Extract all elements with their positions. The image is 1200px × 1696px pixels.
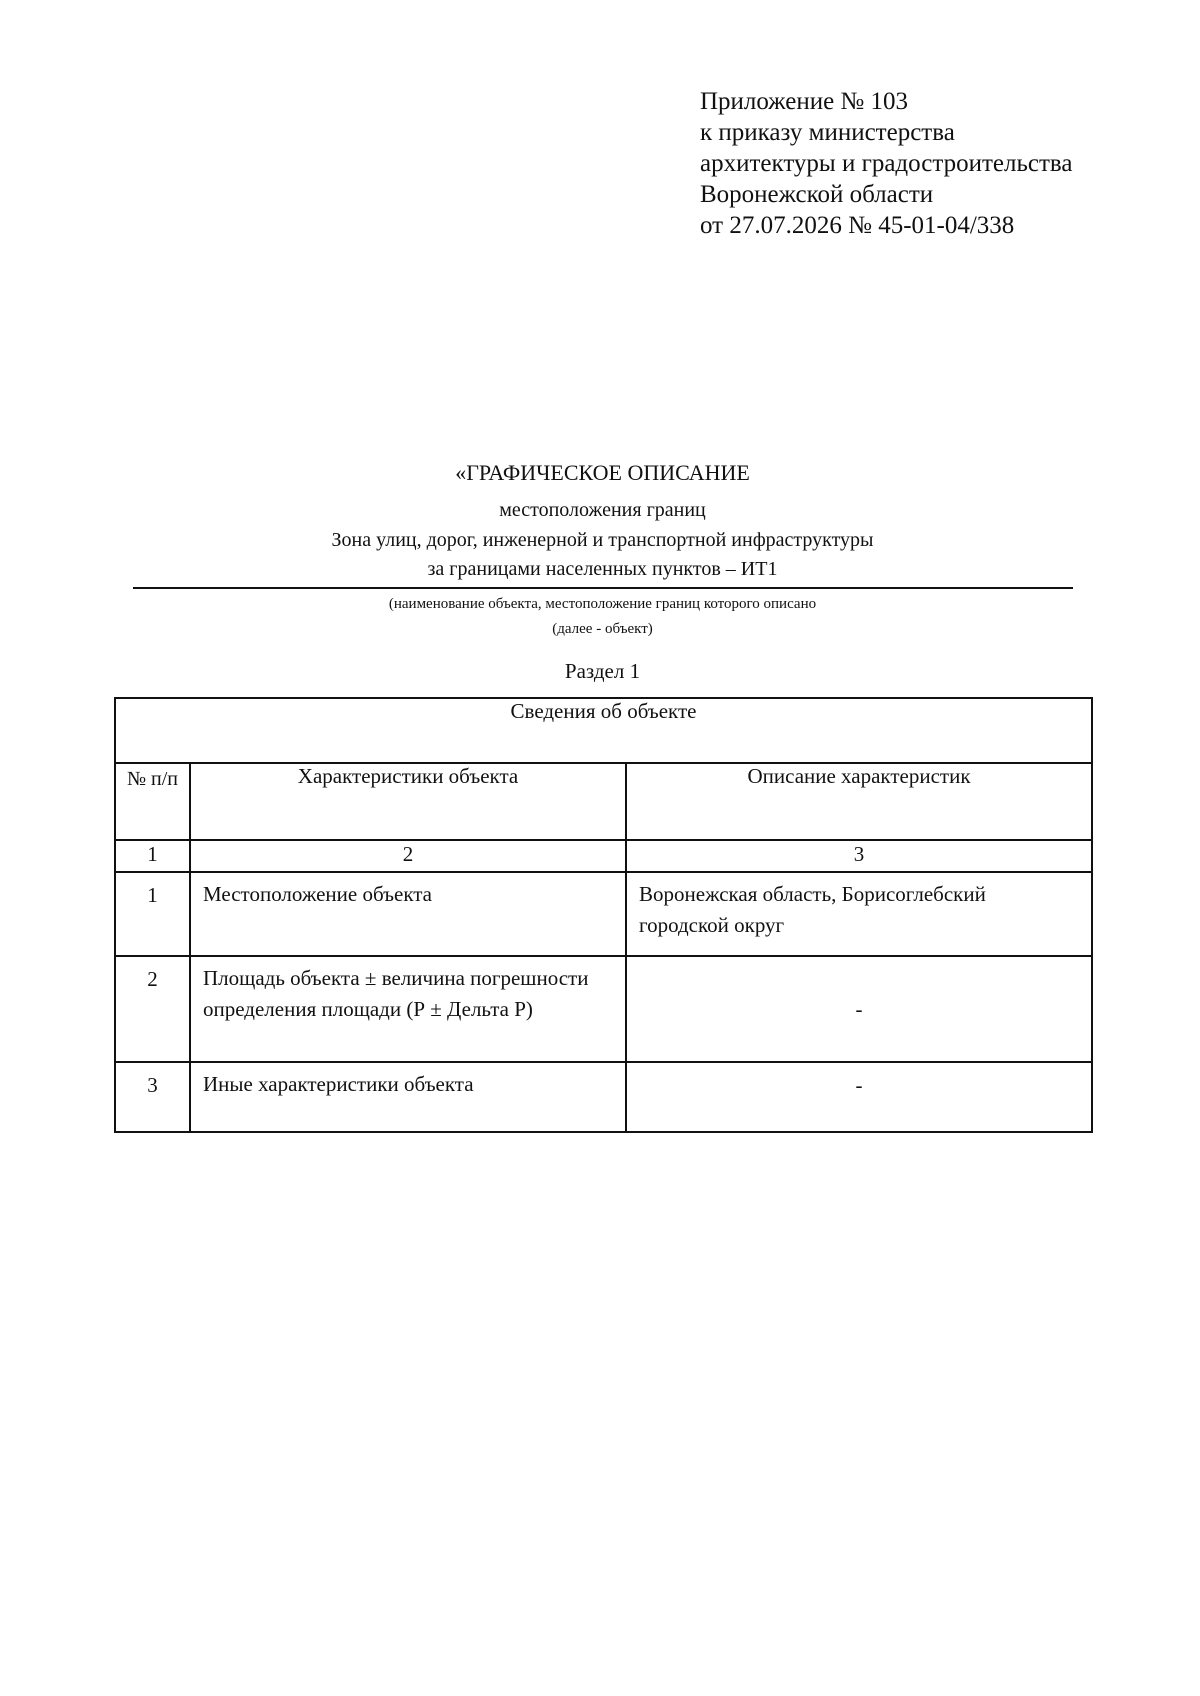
document-subtitle: местоположения границ [499, 499, 706, 521]
row-num: 3 [115, 1062, 190, 1132]
table-row [115, 956, 1092, 1062]
row-description: Воронежская область, Борисоглебский городской округ [626, 872, 1092, 956]
object-name-line1: Зона улиц, дорог, инженерной и транспортной инфраструктуры [331, 529, 874, 551]
column-index: 3 [626, 840, 1092, 872]
column-index: 2 [190, 840, 626, 872]
table-row [115, 872, 1092, 956]
appendix-block [700, 86, 1180, 241]
object-name-note-cont: (далее - объект) [552, 621, 653, 637]
appendix-order-date: от 27.07.2026 № 45-01-04/338 [700, 212, 1015, 239]
row-num: 1 [115, 872, 190, 956]
table-caption-row [115, 698, 1092, 763]
table-header-row [115, 763, 1092, 840]
row-description: - [626, 956, 1092, 1062]
row-num: 2 [115, 956, 190, 1062]
row-characteristic: Иные характеристики объекта [190, 1062, 626, 1132]
row-characteristic: Местоположение объекта [190, 872, 626, 956]
title-underline [133, 587, 1073, 589]
row-characteristic: Площадь объекта ± величина погрешности определения площади (Р ± Дельта Р) [190, 956, 626, 1062]
appendix-region: Воронежской области [700, 181, 934, 208]
table-row [115, 1062, 1092, 1132]
row-description: - [626, 1062, 1092, 1132]
column-index: 1 [115, 840, 190, 872]
table-caption: Сведения об объекте [115, 698, 1092, 763]
header-characteristic: Характеристики объекта [190, 763, 626, 840]
section-heading: Раздел 1 [564, 659, 641, 683]
appendix-number: Приложение № 103 [700, 88, 909, 115]
header-num: № п/п [115, 763, 190, 840]
object-name-line2: за границами населенных пунктов – ИТ1 [427, 558, 778, 580]
appendix-ministry: архитектуры и градостроительства [700, 150, 1073, 177]
document-title: «ГРАФИЧЕСКОЕ ОПИСАНИЕ [455, 460, 750, 485]
table-index-row [115, 840, 1092, 872]
appendix-order-ref: к приказу министерства [700, 119, 955, 146]
object-info-table [114, 697, 1093, 1133]
object-name-note: (наименование объекта, местоположение границ которого описано [388, 596, 817, 612]
header-description: Описание характеристик [626, 763, 1092, 840]
